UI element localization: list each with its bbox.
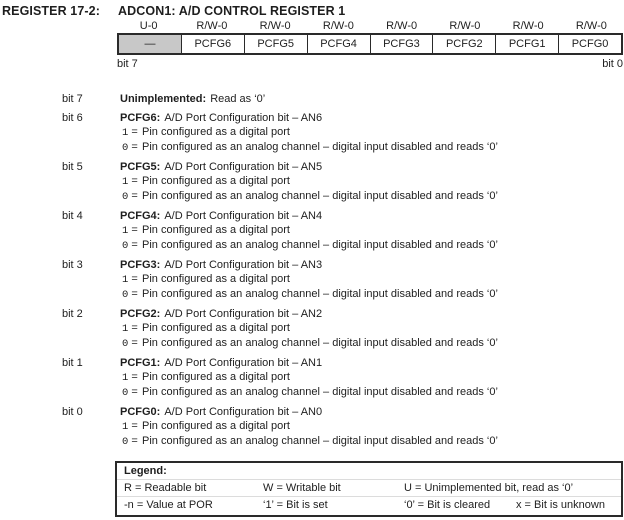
bit-description-row: [0, 209, 624, 253]
equals-sign: =: [131, 273, 138, 285]
bit-descriptions-section: [0, 92, 624, 454]
equals-sign: =: [131, 239, 138, 251]
bit-value-line: [120, 125, 498, 140]
bit-field-cell: PCFG3: [371, 35, 434, 53]
bit-number-label: bit 3: [62, 259, 83, 271]
legend-entry-bit-set: ‘1’ = Bit is set: [263, 499, 328, 511]
bit-value-line: [120, 174, 498, 189]
bit-value-prefix: [122, 223, 142, 238]
bit-field-name: PCFG2:: [120, 308, 161, 320]
legend-row: [117, 497, 621, 514]
bit-value-digit: 1: [122, 274, 129, 286]
bit-value-prefix: [122, 238, 142, 253]
bit-value-text: Pin configured as an analog channel – digital input disabled and reads ‘0’: [142, 239, 498, 251]
bit-field-function: A/D Port Configuration bit – AN4: [164, 210, 323, 222]
bit-description: [120, 258, 498, 302]
bit-description: [120, 160, 498, 204]
bit-definition-line: [120, 405, 498, 419]
bit-range-labels: [117, 58, 623, 70]
bit-value-text: Pin configured as a digital port: [142, 322, 290, 334]
access-type-header-row: [117, 20, 623, 33]
bit-value-text: Pin configured as a digital port: [142, 126, 290, 138]
bit-value-digit: 1: [122, 176, 129, 188]
bit-value-digit: 0: [122, 289, 129, 301]
legend-box: [115, 461, 623, 517]
equals-sign: =: [131, 224, 138, 236]
bit-value-text: Pin configured as an analog channel – digital input disabled and reads ‘0’: [142, 435, 498, 447]
bit-value-line: [120, 140, 498, 155]
bit-description: [120, 405, 498, 449]
register-bitfield-table: [117, 20, 623, 70]
bit-value-line: [120, 419, 498, 434]
bit-value-line: [120, 287, 498, 302]
bit-value-line: [120, 336, 498, 351]
access-type-header: R/W-0: [575, 20, 607, 32]
bit-definition-line: [120, 307, 498, 321]
bit-value-text: Pin configured as a digital port: [142, 420, 290, 432]
equals-sign: =: [131, 386, 138, 398]
bit-field-cell: PCFG4: [308, 35, 371, 53]
bit-description: [120, 356, 498, 400]
bit-field-cell: PCFG0: [571, 38, 609, 50]
bit-field-function: A/D Port Configuration bit – AN3: [164, 259, 323, 271]
bit-field-cell: PCFG5: [245, 35, 308, 53]
bit-field-function: A/D Port Configuration bit – AN2: [164, 308, 323, 320]
bit-value-line: [120, 370, 498, 385]
bit-definition-line: [120, 258, 498, 272]
legend-title: Legend:: [117, 463, 621, 480]
equals-sign: =: [131, 141, 138, 153]
bit-value-line: [120, 321, 498, 336]
bit-field-name: PCFG3:: [120, 259, 161, 271]
register-title: ADCON1: A/D CONTROL REGISTER 1: [118, 4, 346, 18]
bit-description: [120, 92, 265, 106]
bit-value-digit: 1: [122, 323, 129, 335]
bit-field-name: PCFG1:: [120, 357, 161, 369]
bit-value-text: Pin configured as an analog channel – digital input disabled and reads ‘0’: [142, 288, 498, 300]
bit-value-prefix: [122, 321, 142, 336]
bit-value-text: Pin configured as an analog channel – digital input disabled and reads ‘0’: [142, 141, 498, 153]
bit-value-text: Pin configured as a digital port: [142, 175, 290, 187]
bit-value-digit: 0: [122, 436, 129, 448]
bit-value-digit: 0: [122, 387, 129, 399]
access-type-header: R/W-0: [196, 20, 228, 32]
bit-field-name: Unimplemented:: [120, 93, 207, 105]
bit-number-label: bit 4: [62, 210, 83, 222]
bit-value-line: [120, 434, 498, 449]
bit-number-label: bit 6: [62, 112, 83, 124]
bit-number-label: bit 1: [62, 357, 83, 369]
bit-value-digit: 1: [122, 421, 129, 433]
legend-entry-por: -n = Value at POR: [124, 499, 213, 511]
equals-sign: =: [131, 337, 138, 349]
bit-description-row: [0, 160, 624, 204]
bit-field-function: A/D Port Configuration bit – AN5: [164, 161, 323, 173]
bit-definition-line: [120, 356, 498, 370]
bit-field-cell: PCFG1: [496, 35, 559, 53]
bit-value-prefix: [122, 370, 142, 385]
access-type-header: R/W-0: [259, 20, 291, 32]
bit-value-text: Pin configured as a digital port: [142, 371, 290, 383]
bit-value-line: [120, 272, 498, 287]
register-heading: [2, 4, 345, 18]
bit-field-name: PCFG6:: [120, 112, 161, 124]
register-number-label: REGISTER 17-2:: [2, 4, 100, 18]
bit-field-function: A/D Port Configuration bit – AN1: [164, 357, 323, 369]
bit-value-digit: 1: [122, 127, 129, 139]
bit-definition-line: [120, 209, 498, 223]
equals-sign: =: [131, 175, 138, 187]
access-type-header: R/W-0: [322, 20, 354, 32]
bit-value-digit: 1: [122, 372, 129, 384]
bit-value-line: [120, 189, 498, 204]
legend-entry-writable: W = Writable bit: [263, 482, 341, 494]
bit-value-text: Pin configured as an analog channel – digital input disabled and reads ‘0’: [142, 337, 498, 349]
equals-sign: =: [131, 371, 138, 383]
bit-description-row: [0, 111, 624, 155]
bit-description-row: [0, 356, 624, 400]
bit-field-function: Read as ‘0’: [210, 93, 266, 105]
bit-description-row: [0, 307, 624, 351]
access-type-header: R/W-0: [512, 20, 544, 32]
equals-sign: =: [131, 435, 138, 447]
access-type-header: U-0: [139, 20, 158, 32]
legend-entry-bit-unknown: x = Bit is unknown: [516, 499, 605, 511]
bit-value-text: Pin configured as an analog channel – digital input disabled and reads ‘0’: [142, 190, 498, 202]
legend-row: [117, 480, 621, 497]
bit-value-prefix: [122, 287, 142, 302]
bit-number-label: bit 5: [62, 161, 83, 173]
bit-field-function: A/D Port Configuration bit – AN6: [164, 112, 323, 124]
bit-field-cell: PCFG6: [182, 35, 245, 53]
bit-value-text: Pin configured as an analog channel – digital input disabled and reads ‘0’: [142, 386, 498, 398]
bit-field-cell: PCFG2: [433, 35, 496, 53]
bit-field-name: PCFG4:: [120, 210, 161, 222]
bit-value-text: Pin configured as a digital port: [142, 273, 290, 285]
bit-value-line: [120, 238, 498, 253]
access-type-header: R/W-0: [449, 20, 481, 32]
bit-value-digit: 0: [122, 142, 129, 154]
legend-entry-unimplemented: U = Unimplemented bit, read as ‘0’: [404, 482, 574, 494]
bit-number-label: bit 0: [62, 406, 83, 418]
bit-description: [120, 307, 498, 351]
bit-description-row: [0, 92, 624, 106]
bit-number-label: bit 7: [62, 93, 83, 105]
bit-value-prefix: [122, 189, 142, 204]
equals-sign: =: [131, 420, 138, 432]
bit-definition-line: [120, 92, 265, 106]
bit-value-line: [120, 385, 498, 400]
bit-description-row: [0, 405, 624, 449]
bit-value-line: [120, 223, 498, 238]
bit-value-prefix: [122, 336, 142, 351]
equals-sign: =: [131, 126, 138, 138]
bit-value-prefix: [122, 125, 142, 140]
bit-field-name: PCFG0:: [120, 406, 161, 418]
bit-field-cells-row: [117, 33, 623, 55]
bit-definition-line: [120, 111, 498, 125]
access-type-header: R/W-0: [386, 20, 418, 32]
bit-description: [120, 209, 498, 253]
lsb-label: bit 0: [602, 58, 623, 70]
bit-value-prefix: [122, 140, 142, 155]
bit-value-digit: 0: [122, 240, 129, 252]
bit-field-name: PCFG5:: [120, 161, 161, 173]
bit-number-label: bit 2: [62, 308, 83, 320]
legend-entry-readable: R = Readable bit: [124, 482, 207, 494]
bit-definition-line: [120, 160, 498, 174]
equals-sign: =: [131, 288, 138, 300]
bit-description-row: [0, 258, 624, 302]
bit-value-prefix: [122, 272, 142, 287]
legend-entry-bit-cleared: ‘0’ = Bit is cleared: [404, 499, 491, 511]
bit-value-digit: 1: [122, 225, 129, 237]
bit-value-prefix: [122, 385, 142, 400]
bit-value-prefix: [122, 419, 142, 434]
bit-value-digit: 0: [122, 191, 129, 203]
msb-label: bit 7: [117, 58, 138, 70]
equals-sign: =: [131, 190, 138, 202]
bit-value-digit: 0: [122, 338, 129, 350]
bit-value-prefix: [122, 434, 142, 449]
bit-value-prefix: [122, 174, 142, 189]
bit-field-function: A/D Port Configuration bit – AN0: [164, 406, 323, 418]
bit-value-text: Pin configured as a digital port: [142, 224, 290, 236]
unimplemented-bit-cell: —: [119, 35, 182, 53]
equals-sign: =: [131, 322, 138, 334]
bit-description: [120, 111, 498, 155]
